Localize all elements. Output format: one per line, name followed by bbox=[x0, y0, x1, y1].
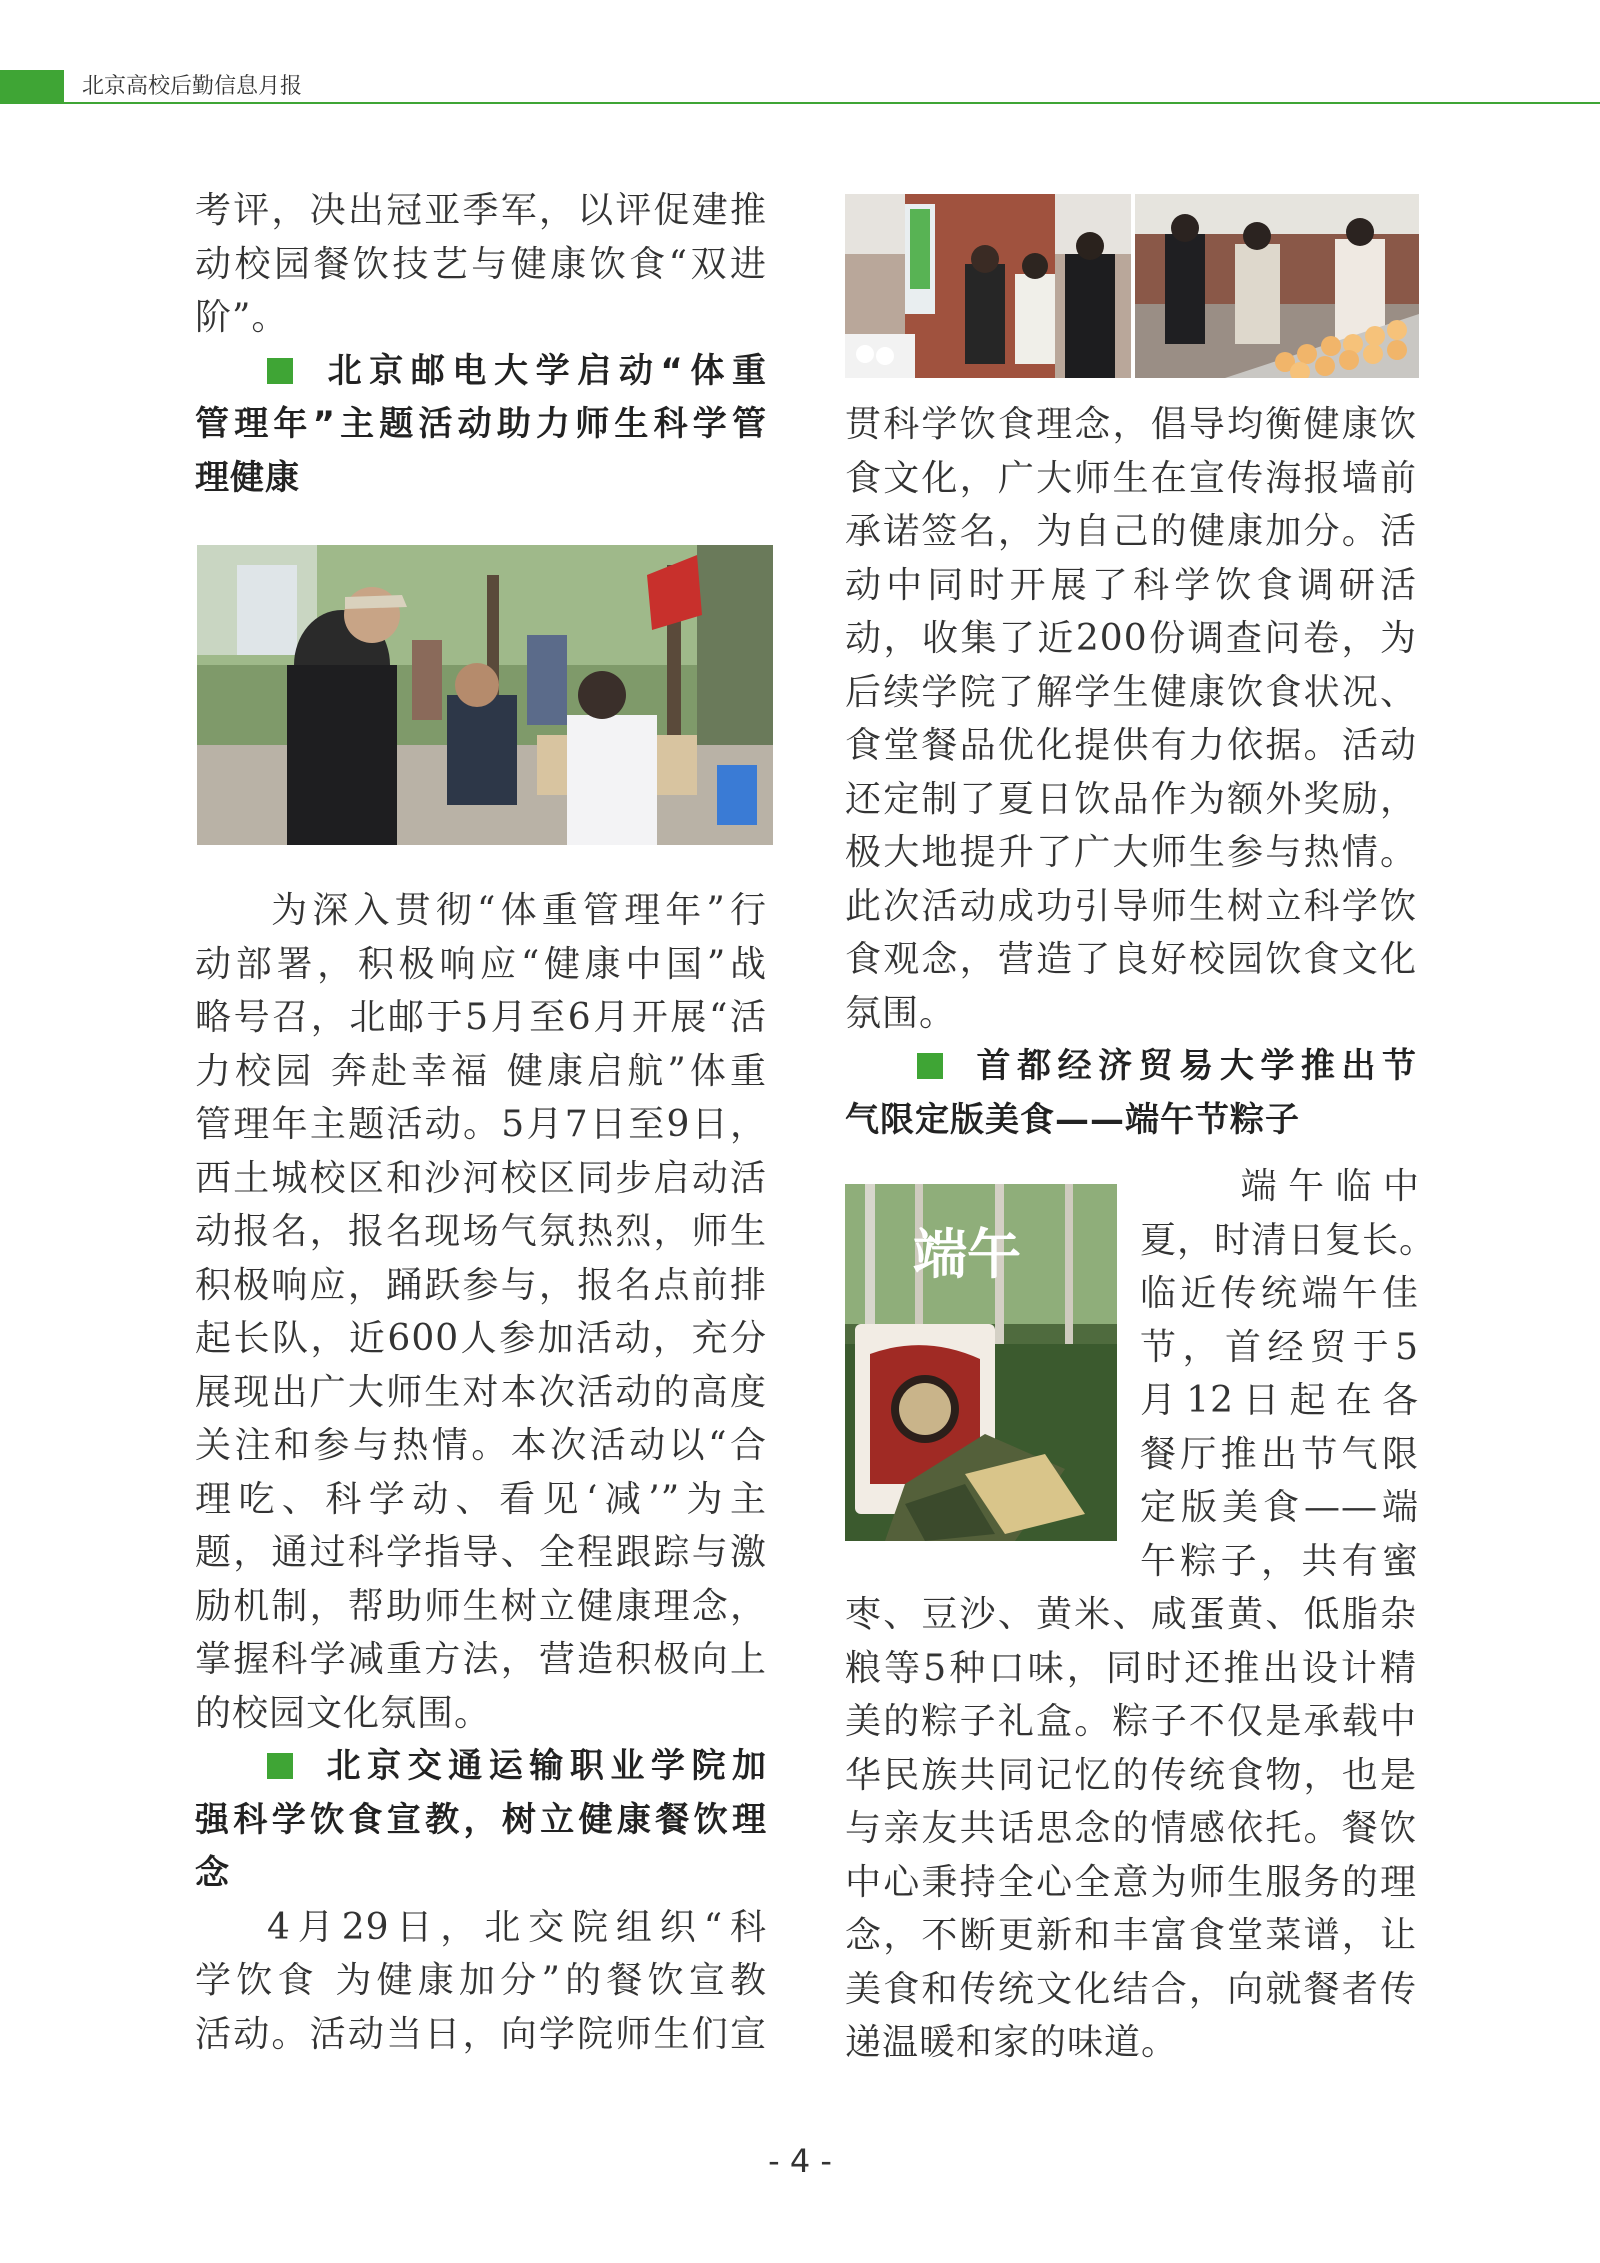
text-line: 节，首经贸于5 bbox=[1140, 1326, 1419, 1368]
text-line: 氛围。 bbox=[845, 992, 957, 1034]
text-line: 中心秉持全心全意为师生服务的理 bbox=[845, 1861, 1417, 1903]
photo-bjtc-poster-wall bbox=[845, 194, 1131, 378]
text-line: 管理年主题活动。5月7日至9日， bbox=[195, 1104, 767, 1145]
text-line: 美的粽子礼盒。粽子不仅是承载中 bbox=[845, 1701, 1417, 1742]
text-line: 动校园餐饮技艺与健康饮食“双进 bbox=[195, 243, 767, 285]
text-line: 为深入贯彻“体重管理年”行 bbox=[267, 890, 767, 931]
text-line: 极大地提升了广大师生参与热情。 bbox=[845, 832, 1417, 873]
left-column-body bbox=[195, 884, 767, 2061]
photo-bjtc-drinks-table bbox=[1135, 194, 1419, 378]
text-line: 理吃、科学动、看见‘减’”为主 bbox=[195, 1478, 767, 1520]
header-accent-bar bbox=[0, 70, 64, 104]
text-line: 学饮食 为健康加分”的餐饮宣教 bbox=[195, 1960, 767, 2001]
text-line: 展现出广大师生对本次活动的高度 bbox=[195, 1371, 767, 1413]
text-line: 动部署，积极响应“健康中国”战 bbox=[195, 943, 767, 985]
photo-caption-duanwu: 端午 bbox=[913, 1222, 1021, 1286]
section-heading-cueb: 气限定版美食——端午节粽子 bbox=[845, 1099, 1300, 1140]
text-line: 活动。活动当日，向学院师生们宣 bbox=[195, 2013, 767, 2055]
publication-title: 北京高校后勤信息月报 bbox=[82, 74, 303, 99]
text-line: 粮等5种口味，同时还推出设计精 bbox=[845, 1647, 1417, 1689]
photo-zongzi-gift-box bbox=[845, 1184, 1117, 1541]
text-line: 掌握科学减重方法，营造积极向上 bbox=[195, 1639, 767, 1680]
text-line: 4月29日，北交院组织“科 bbox=[267, 1906, 767, 1948]
bullet-square-icon bbox=[267, 358, 293, 384]
text-line: 考评，决出冠亚季军，以评促建推 bbox=[195, 190, 767, 231]
text-line: 临近传统端午佳 bbox=[1140, 1273, 1419, 1314]
text-line: 华民族共同记忆的传统食物，也是 bbox=[845, 1754, 1417, 1796]
text-line: 动，收集了近200份调查问卷，为 bbox=[845, 618, 1417, 659]
section-heading-bupt: 理健康 bbox=[195, 457, 300, 498]
text-line: 端 午 临 中 bbox=[1240, 1166, 1419, 1207]
text-line: 食文化，广大师生在宣传海报墙前 bbox=[845, 457, 1417, 499]
right-column-tail bbox=[845, 1588, 1417, 2070]
section-heading-bupt: 北京邮电大学启动“体重 bbox=[195, 345, 767, 399]
text-line: 题，通过科学指导、全程跟踪与激 bbox=[195, 1532, 767, 1573]
text-line: 餐厅推出节气限 bbox=[1140, 1433, 1419, 1475]
right-column-body bbox=[845, 398, 1417, 1147]
text-line: 此次活动成功引导师生树立科学饮 bbox=[845, 885, 1417, 927]
section-heading-cueb: 首都经济贸易大学推出节 bbox=[845, 1040, 1417, 1094]
text-line: 午粽子，共有蜜 bbox=[1140, 1540, 1419, 1582]
text-line: 略号召，北邮于5月至6月开展“活 bbox=[195, 997, 767, 1038]
text-line: 的校园文化氛围。 bbox=[195, 1692, 492, 1734]
section-heading-bjtc: 念 bbox=[195, 1853, 230, 1893]
photo-bupt-registration bbox=[197, 545, 773, 845]
right-column-wrap bbox=[1140, 1160, 1437, 1588]
text-line: 月12日起在各 bbox=[1140, 1380, 1419, 1421]
text-line: 食观念，营造了良好校园饮食文化 bbox=[845, 939, 1417, 980]
text-line: 夏，时清日复长。 bbox=[1140, 1219, 1437, 1261]
text-line: 关注和参与热情。本次活动以“合 bbox=[195, 1425, 767, 1466]
text-line: 还定制了夏日饮品作为额外奖励， bbox=[845, 778, 1417, 820]
text-line: 递温暖和家的味道。 bbox=[845, 2022, 1179, 2063]
text-line: 承诺签名，为自己的健康加分。活 bbox=[845, 511, 1417, 552]
text-line: 贯科学饮食理念，倡导均衡健康饮 bbox=[845, 404, 1417, 445]
section-heading-bjtc: 北京交通运输职业学院加 bbox=[195, 1740, 767, 1794]
text-line: 枣、豆沙、黄米、咸蛋黄、低脂杂 bbox=[845, 1594, 1417, 1635]
text-line: 食堂餐品优化提供有力依据。活动 bbox=[845, 725, 1417, 766]
section-heading-bupt: 管理年”主题活动助力师生科学管 bbox=[195, 404, 767, 444]
text-line: 后续学院了解学生健康饮食状况、 bbox=[845, 671, 1417, 713]
text-line: 阶”。 bbox=[195, 297, 289, 338]
text-line: 美食和传统文化结合，向就餐者传 bbox=[845, 1968, 1417, 2010]
text-line: 起长队，近600人参加活动，充分 bbox=[195, 1318, 767, 1359]
text-line: 与亲友共话思念的情感依托。餐饮 bbox=[845, 1808, 1417, 1849]
bullet-square-icon bbox=[267, 1753, 293, 1779]
text-line: 动中同时开展了科学饮食调研活 bbox=[845, 564, 1417, 606]
text-line: 积极响应，踊跃参与，报名点前排 bbox=[195, 1264, 767, 1306]
left-column bbox=[195, 184, 767, 505]
text-line: 动报名，报名现场气氛热烈，师生 bbox=[195, 1211, 767, 1252]
text-line: 念，不断更新和丰富食堂菜谱，让 bbox=[845, 1915, 1417, 1956]
text-line: 定版美食——端 bbox=[1140, 1487, 1419, 1528]
section-heading-bjtc: 强科学饮食宣教，树立健康餐饮理 bbox=[195, 1799, 767, 1840]
text-line: 力校园 奔赴幸福 健康启航”体重 bbox=[195, 1050, 767, 1092]
text-line: 西土城校区和沙河校区同步启动活 bbox=[195, 1157, 767, 1199]
text-line: 励机制，帮助师生树立健康理念， bbox=[195, 1585, 767, 1627]
bullet-square-icon bbox=[917, 1053, 943, 1079]
page-number: - 4 - bbox=[768, 2142, 832, 2180]
